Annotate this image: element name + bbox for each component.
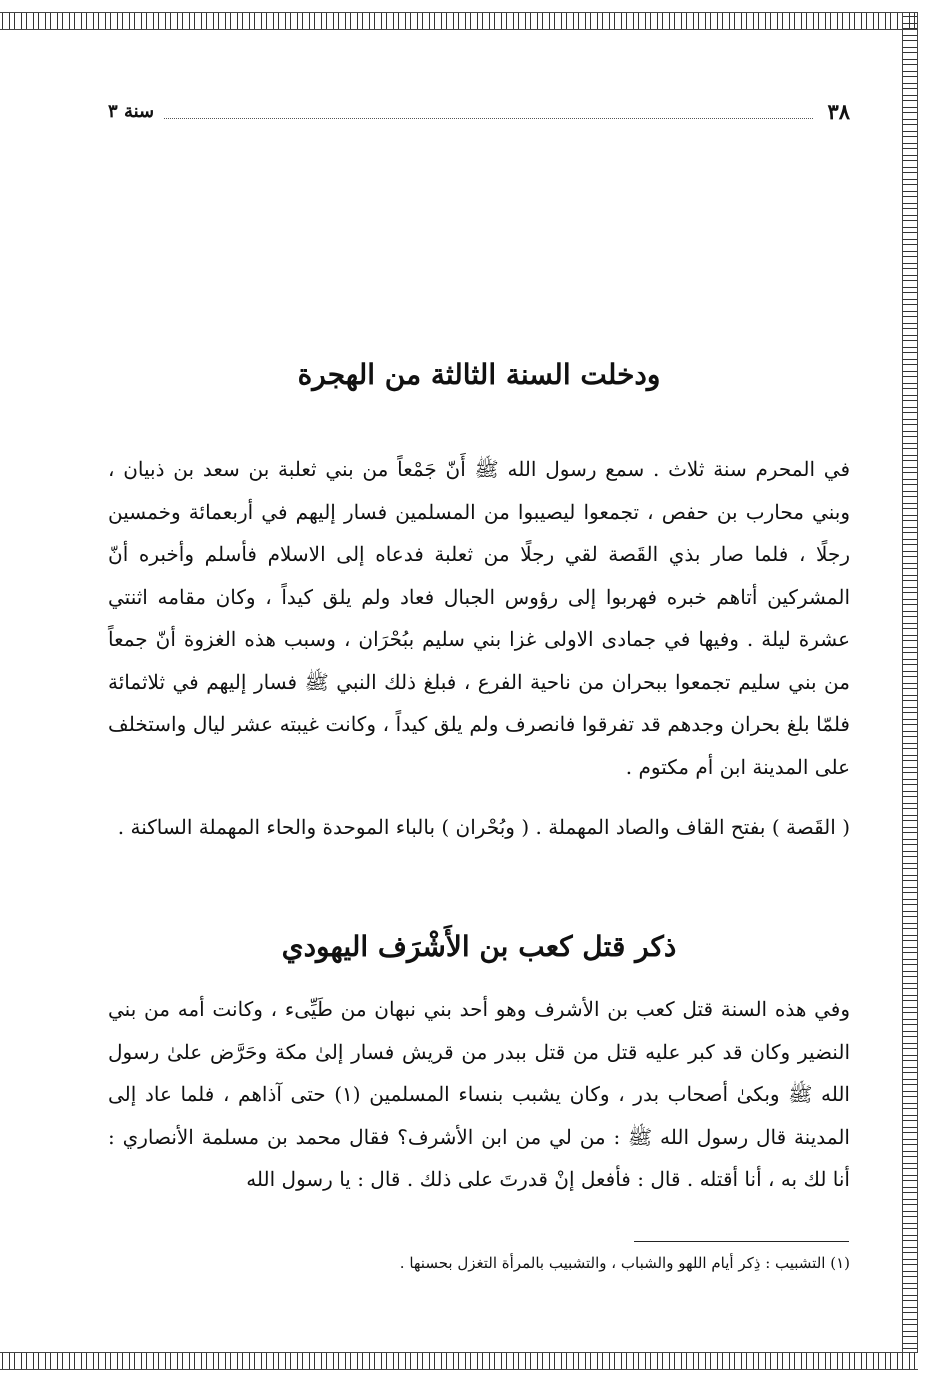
ornamental-border-bottom [0,1352,918,1370]
dotted-leader [164,104,813,119]
section-label: سنة ٣ [108,100,155,122]
running-header [108,96,850,126]
ornamental-border-right [902,12,918,1370]
footnote-rule [634,1241,849,1242]
ornamental-border-top [0,12,918,30]
footnote: (١) التشبيب : ذِكر أيام اللهو والشباب ، والتشبيب بالمرأة التغزل بحسنها . [399,1254,850,1272]
paragraph-kaab: وفي هذه السنة قتل كعب بن الأشرف وهو أحد بني نبهان من طَيِّىء ، وكانت أمه من بني النضير وكان قد كبر عليه قتل من قتل ببدر من قريش فسار إلىٰ مكة وحَرَّض علىٰ رسول الله ﷺ وبكىٰ أصحاب بدر ، وكان يشبب بنساء المسلمين (١) حتى آذاهم ، فلما عاد إلى المدينة قال رسول الله ﷺ : من لي من ابن الأشرف؟ فقال محمد بن مسلمة الأنصاري : أنا لك به ، أنا أقتله . قال : فأفعل إنْ قدرتَ على ذلك . قال : يا رسول الله [108,997,850,1191]
paragraph-muharram: في المحرم سنة ثلاث . سمع رسول الله ﷺ أَنّ جَمْعاً من بني ثعلبة بن سعد بن ذبيان ، وبني محارب بن حفص ، تجمعوا ليصيبوا من المسلمين فسار إليهم في أربعمائة وخمسين رجلًا ، فلما صار بذي القَصة لقي رجلًا من ثعلبة فدعاه إلى الاسلام فأسلم وأخبره أنّ المشركين أتاهم خبره فهربوا إلى رؤوس الجبال فعاد ولم يلق كيداً ، وكان مقامه اثنتي عشرة ليلة . وفيها في جمادى الاولى غزا بني سليم ببُحْرَان ، وسبب هذه الغزوة أنّ جمعاً من بني سليم تجمعوا ببحران من ناحية الفرع ، فبلغ ذلك النبي ﷺ فسار إليهم في ثلاثمائة فلمّا بلغ بحران وجدهم قد تفرقوا فانصرف ولم يلق كيداً ، وكانت غيبته عشر ليال واستخلف على المدينة ابن أم مكتوم . [108,457,850,779]
paragraph-note: ( القَصة ) بفتح القاف والصاد المهملة . ( وبُحْران ) بالباء الموحدة والحاء المهملة الساكنة . [117,815,850,839]
year-heading: ودخلت السنة الثالثة من الهجرة [297,358,661,391]
kaab-heading: ذكر قتل كعب بن الأَشْرَف اليهودي [281,930,677,963]
page-number: ٣٨ [827,98,850,124]
